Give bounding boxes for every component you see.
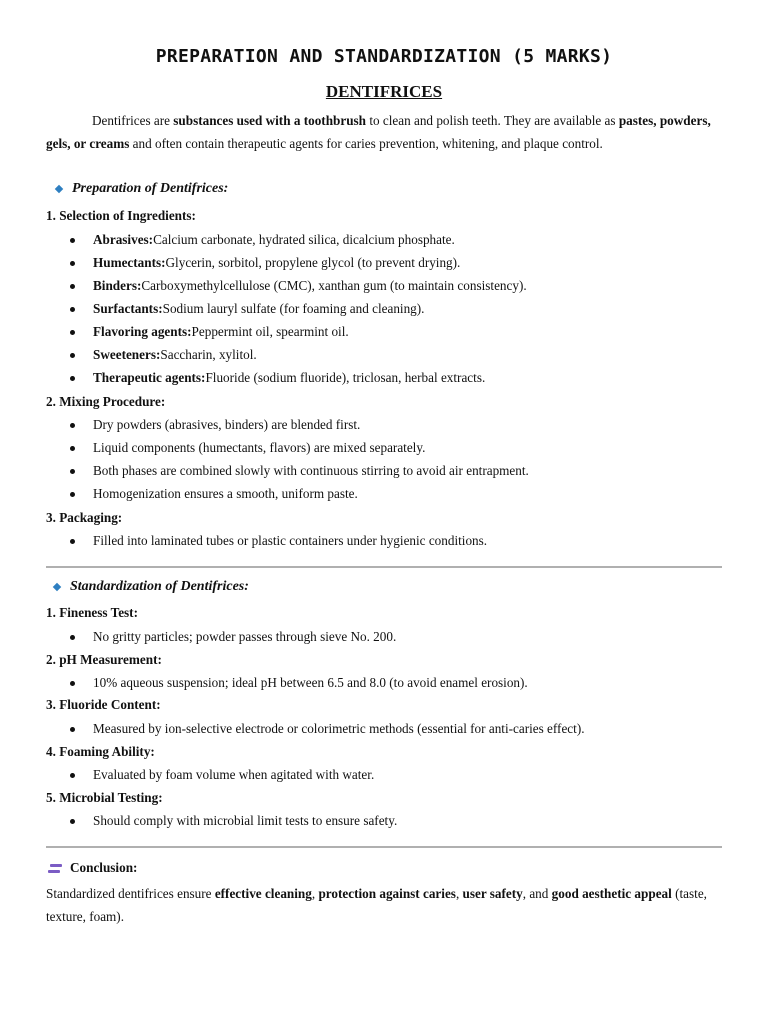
diamond-bullet-icon [53, 583, 61, 591]
test-heading: 2. pH Measurement: [46, 652, 162, 667]
list-item: Sweeteners: Saccharin, xylitol. [70, 347, 257, 363]
list-item: Should comply with microbial limit tests to ensure safety. [70, 813, 397, 829]
list-item: Humectants: Glycerin, sorbitol, propylene glycol (to prevent drying). [70, 255, 460, 271]
test-heading: 3. Fluoride Content: [46, 697, 161, 712]
list-item: No gritty particles; powder passes through sieve No. 200. [70, 629, 396, 645]
bullet-icon [70, 681, 75, 686]
arrows-icon [48, 861, 62, 875]
bullet-icon [70, 261, 75, 266]
list-item: Liquid components (humectants, flavors) are mixed separately. [70, 440, 425, 456]
bullet-icon [70, 353, 75, 358]
bullet-icon [70, 284, 75, 289]
test-heading: 1. Fineness Test: [46, 605, 138, 620]
list-item: Dry powders (abrasives, binders) are blended first. [70, 417, 360, 433]
list-item: Abrasives: Calcium carbonate, hydrated silica, dicalcium phosphate. [70, 232, 455, 248]
mixing-heading: 2. Mixing Procedure: [46, 394, 166, 409]
bullet-icon [70, 727, 75, 732]
list-item: 10% aqueous suspension; ideal pH between 6.5 and 8.0 (to avoid enamel erosion). [70, 675, 528, 691]
bullet-icon [70, 773, 75, 778]
page-title: PREPARATION AND STANDARDIZATION (5 MARKS) [155, 46, 613, 67]
bullet-icon [70, 446, 75, 451]
intro-paragraph: Dentifrices are substances used with a toothbrush to clean and polish teeth. They are available as pastes, powders, gels, or creams and often contain therapeutic agents for caries prevention, whitening, and plaque control. [46, 113, 711, 151]
divider [46, 846, 722, 848]
list-item: Homogenization ensures a smooth, uniform paste. [70, 486, 358, 502]
packaging-heading: 3. Packaging: [46, 510, 123, 525]
bullet-icon [70, 307, 75, 312]
list-item: Both phases are combined slowly with continuous stirring to avoid air entrapment. [70, 463, 529, 479]
list-item: Flavoring agents: Peppermint oil, spearmint oil. [70, 324, 349, 340]
diamond-bullet-icon [55, 185, 63, 193]
bullet-icon [70, 819, 75, 824]
bullet-icon [70, 423, 75, 428]
list-item: Measured by ion-selective electrode or colorimetric methods (essential for anti-caries effect). [70, 721, 585, 737]
list-item: Filled into laminated tubes or plastic containers under hygienic conditions. [70, 533, 487, 549]
test-heading: 5. Microbial Testing: [46, 790, 163, 805]
ingredients-heading: 1. Selection of Ingredients: [46, 208, 196, 223]
list-item: Evaluated by foam volume when agitated with water. [70, 767, 374, 783]
bullet-icon [70, 376, 75, 381]
preparation-heading: Preparation of Dentifrices: [46, 181, 228, 197]
list-item: Binders: Carboxymethylcellulose (CMC), xanthan gum (to maintain consistency). [70, 278, 527, 294]
bullet-icon [70, 469, 75, 474]
bullet-icon [70, 492, 75, 497]
conclusion-heading: Conclusion: [46, 860, 137, 876]
conclusion-paragraph: Standardized dentifrices ensure effective cleaning, protection against caries, user safety, and good aesthetic appeal (taste, texture, foam). [46, 886, 707, 924]
list-item: Therapeutic agents: Fluoride (sodium fluoride), triclosan, herbal extracts. [70, 370, 485, 386]
bullet-icon [70, 330, 75, 335]
bullet-icon [70, 635, 75, 640]
bullet-icon [70, 539, 75, 544]
section-title: DENTIFRICES [325, 82, 443, 101]
bullet-icon [70, 238, 75, 243]
test-heading: 4. Foaming Ability: [46, 744, 155, 759]
divider [46, 566, 722, 568]
list-item: Surfactants: Sodium lauryl sulfate (for foaming and cleaning). [70, 301, 424, 317]
standardization-heading: Standardization of Dentifrices: [46, 579, 249, 595]
